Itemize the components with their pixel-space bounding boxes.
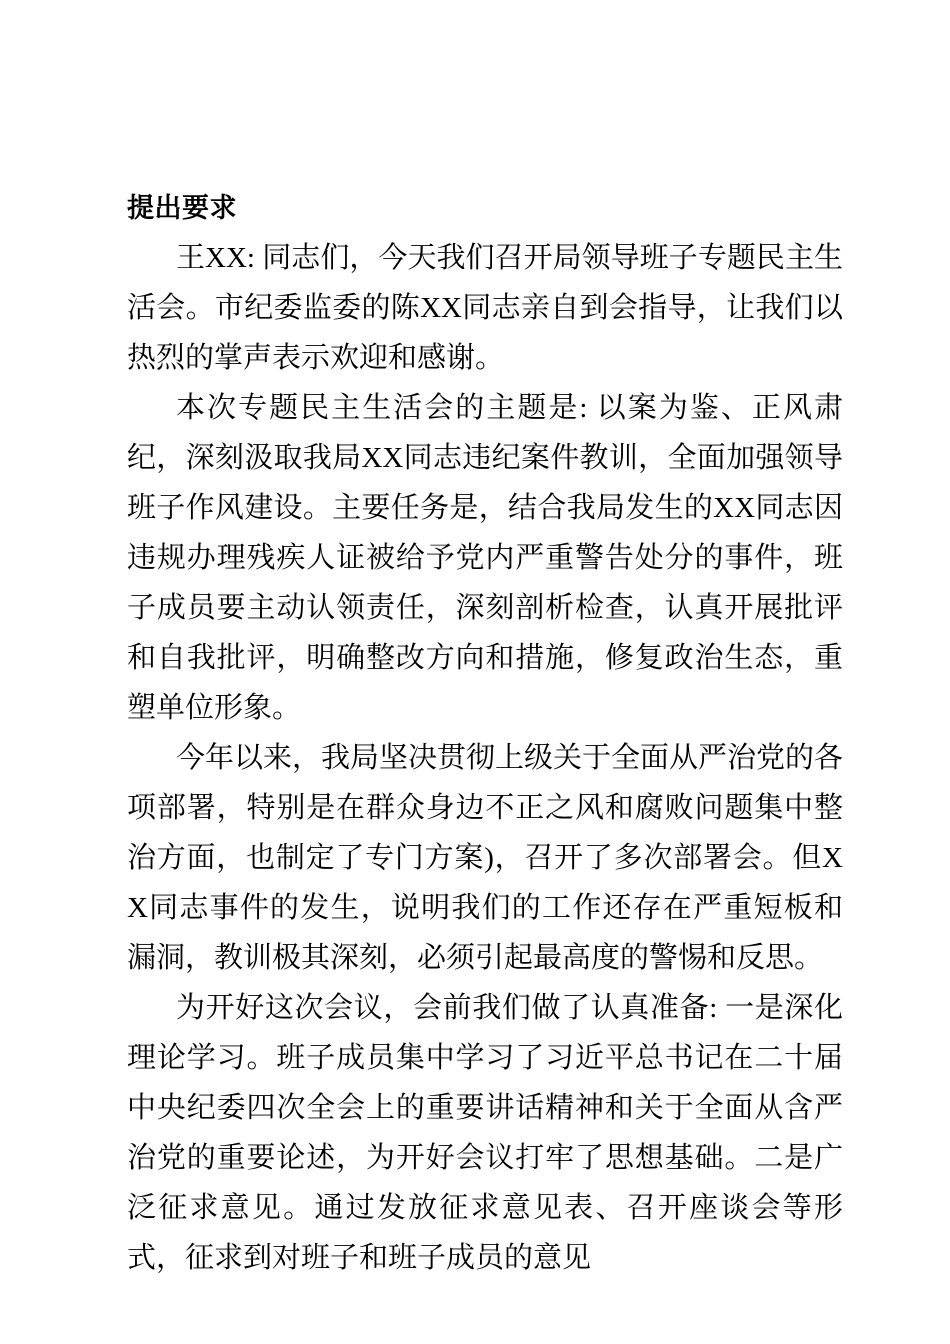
section-heading: 提出要求: [127, 193, 237, 223]
paragraph-year-review: 今年以来，我局坚决贯彻上级关于全面从严治党的各项部署，特别是在群众身边不正之风和腐败问题集中整治方面，也制定了专门方案)，召开了多次部署会。但XX同志事件的发生，说明我们的工作还存在严重短板和漏洞，教训极其深刻，必须引起最高度的警惕和反思。: [127, 742, 844, 974]
paragraph-meeting-theme: 本次专题民主生活会的主题是: 以案为鉴、正风肃纪，深刻汲取我局XX同志违纪案件教训，全面加强领导班子作风建设。主要任务是，结合我局发生的XX同志因违规办理残疾人证被给予党内严重警告处分的事件，班子成员要主动认领责任，深刻剖析检查，认真开展批评和自我批评，明确整改方向和措施，修复政治生态，重塑单位形象。: [127, 392, 843, 724]
paragraph-preparation: 为开好这次会议，会前我们做了认真准备: 一是深化理论学习。班子成员集中学习了习近平总书记在二十届中央纪委四次全会上的重要讲话精神和关于全面从含严治党的重要论述，为开好会议打牢了思想基础。二是广泛征求意见。通过发放征求意见表、召开座谈会等形式，征求到对班子和班子成员的意见: [127, 992, 843, 1274]
paragraph-opening: 王XX: 同志们，今天我们召开局领导班子专题民主生活会。市纪委监委的陈XX同志亲自到会指导，让我们以热烈的掌声表示欢迎和感谢。: [127, 242, 843, 374]
